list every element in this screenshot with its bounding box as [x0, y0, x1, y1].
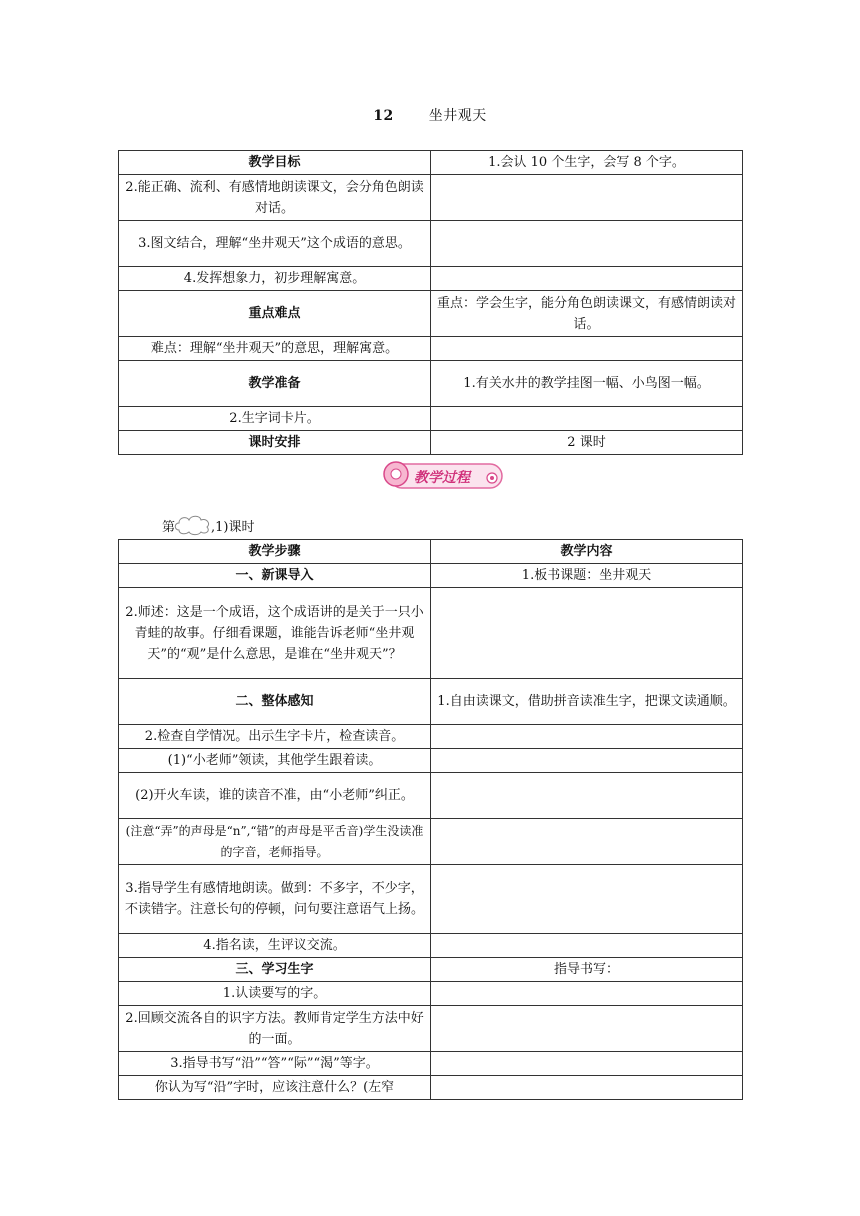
table-cell: 1.有关水井的教学挂图一幅、小鸟图一幅。	[431, 361, 743, 407]
table-cell: 三、学习生字	[119, 958, 431, 982]
table-cell	[431, 819, 743, 865]
table-cell: 重点难点	[119, 291, 431, 337]
lesson-label	[162, 514, 255, 536]
table-cell	[431, 1076, 743, 1100]
table-cell: 3.指导学生有感情地朗读。做到：不多字，不少字，不读错字。注意长句的停顿，问句要注意语气上扬。	[119, 865, 431, 934]
table-row	[119, 1006, 743, 1052]
table-cell: 1.自由读课文，借助拼音读准生字，把课文读通顺。	[431, 679, 743, 725]
table-cell: 教学目标	[119, 151, 431, 175]
table-row	[119, 679, 743, 725]
table-row	[119, 749, 743, 773]
table-cell: 2.师述：这是一个成语，这个成语讲的是关于一只小青蛙的故事。仔细看课题，谁能告诉老师“坐井观天”的“观”是什么意思，是谁在“坐井观天”？	[119, 588, 431, 679]
lesson-number: 12	[373, 108, 394, 124]
table-row	[119, 773, 743, 819]
table-row	[119, 588, 743, 679]
table-cell	[431, 588, 743, 679]
table-cell	[431, 1052, 743, 1076]
table-cell: 4.发挥想象力，初步理解寓意。	[119, 267, 431, 291]
table-cell: 1.会认 10 个生字，会写 8 个字。	[431, 151, 743, 175]
table-row	[119, 819, 743, 865]
table-cell	[431, 337, 743, 361]
table-cell: 2.生字词卡片。	[119, 407, 431, 431]
table-cell	[431, 175, 743, 221]
table-header: 教学步骤	[119, 540, 431, 564]
page-title	[0, 105, 860, 125]
table-cell	[431, 934, 743, 958]
banner-text: 教学过程	[414, 470, 470, 486]
table-header: 教学内容	[431, 540, 743, 564]
table-cell: 2 课时	[431, 431, 743, 455]
lesson-title: 坐井观天	[428, 108, 487, 124]
table-cell	[431, 982, 743, 1006]
table-row	[119, 982, 743, 1006]
table-cell: (1)“小老师”领读，其他学生跟着读。	[119, 749, 431, 773]
table-cell: 一、新课导入	[119, 564, 431, 588]
table-row	[119, 291, 743, 337]
table-cell: 3.指导书写“沿”“答”“际”“渴”等字。	[119, 1052, 431, 1076]
table-cell: 1.板书课题：坐井观天	[431, 564, 743, 588]
table-cell: (2)开火车读，谁的读音不准，由“小老师”纠正。	[119, 773, 431, 819]
table-cell	[431, 865, 743, 934]
teaching-process-banner	[380, 458, 506, 492]
table-cell: 难点：理解“坐井观天”的意思，理解寓意。	[119, 337, 431, 361]
table-cell	[431, 221, 743, 267]
lesson-plan-table	[118, 150, 743, 455]
table-row	[119, 175, 743, 221]
table-cell: 课时安排	[119, 431, 431, 455]
table-cell: 教学准备	[119, 361, 431, 407]
table-row	[119, 1052, 743, 1076]
table-row	[119, 361, 743, 407]
table-row	[119, 725, 743, 749]
table-row	[119, 958, 743, 982]
table-cell	[431, 749, 743, 773]
table-row	[119, 221, 743, 267]
table-cell: 3.图文结合，理解“坐井观天”这个成语的意思。	[119, 221, 431, 267]
cloud-icon	[173, 514, 213, 536]
table-cell: 指导书写：	[431, 958, 743, 982]
table-row	[119, 865, 743, 934]
table-row	[119, 151, 743, 175]
table-row	[119, 540, 743, 564]
table-cell: 4.指名读，生评议交流。	[119, 934, 431, 958]
lesson-prefix: 第	[162, 519, 176, 535]
table-cell: (注意“弄”的声母是“n”,“错”的声母是平舌音)学生没读准的字音，老师指导。	[119, 819, 431, 865]
teaching-process-table	[118, 539, 743, 1100]
table-row	[119, 407, 743, 431]
table-row	[119, 337, 743, 361]
table-row	[119, 1076, 743, 1100]
table-cell: 2.检查自学情况。出示生字卡片，检查读音。	[119, 725, 431, 749]
table-cell: 2.能正确、流利、有感情地朗读课文，会分角色朗读对话。	[119, 175, 431, 221]
table-cell	[431, 725, 743, 749]
table-row	[119, 267, 743, 291]
table-row	[119, 431, 743, 455]
table-row	[119, 934, 743, 958]
table-cell	[431, 1006, 743, 1052]
table-row	[119, 564, 743, 588]
table-cell	[431, 267, 743, 291]
table-cell: 二、整体感知	[119, 679, 431, 725]
table-cell	[431, 773, 743, 819]
table-cell	[431, 407, 743, 431]
table-cell: 你认为写“沿”字时，应该注意什么？(左窄	[119, 1076, 431, 1100]
table-cell: 1.认读要写的字。	[119, 982, 431, 1006]
lesson-suffix: ,1)课时	[211, 519, 255, 535]
table-cell: 2.回顾交流各自的识字方法。教师肯定学生方法中好的一面。	[119, 1006, 431, 1052]
table-cell: 重点：学会生字，能分角色朗读课文，有感情朗读对话。	[431, 291, 743, 337]
